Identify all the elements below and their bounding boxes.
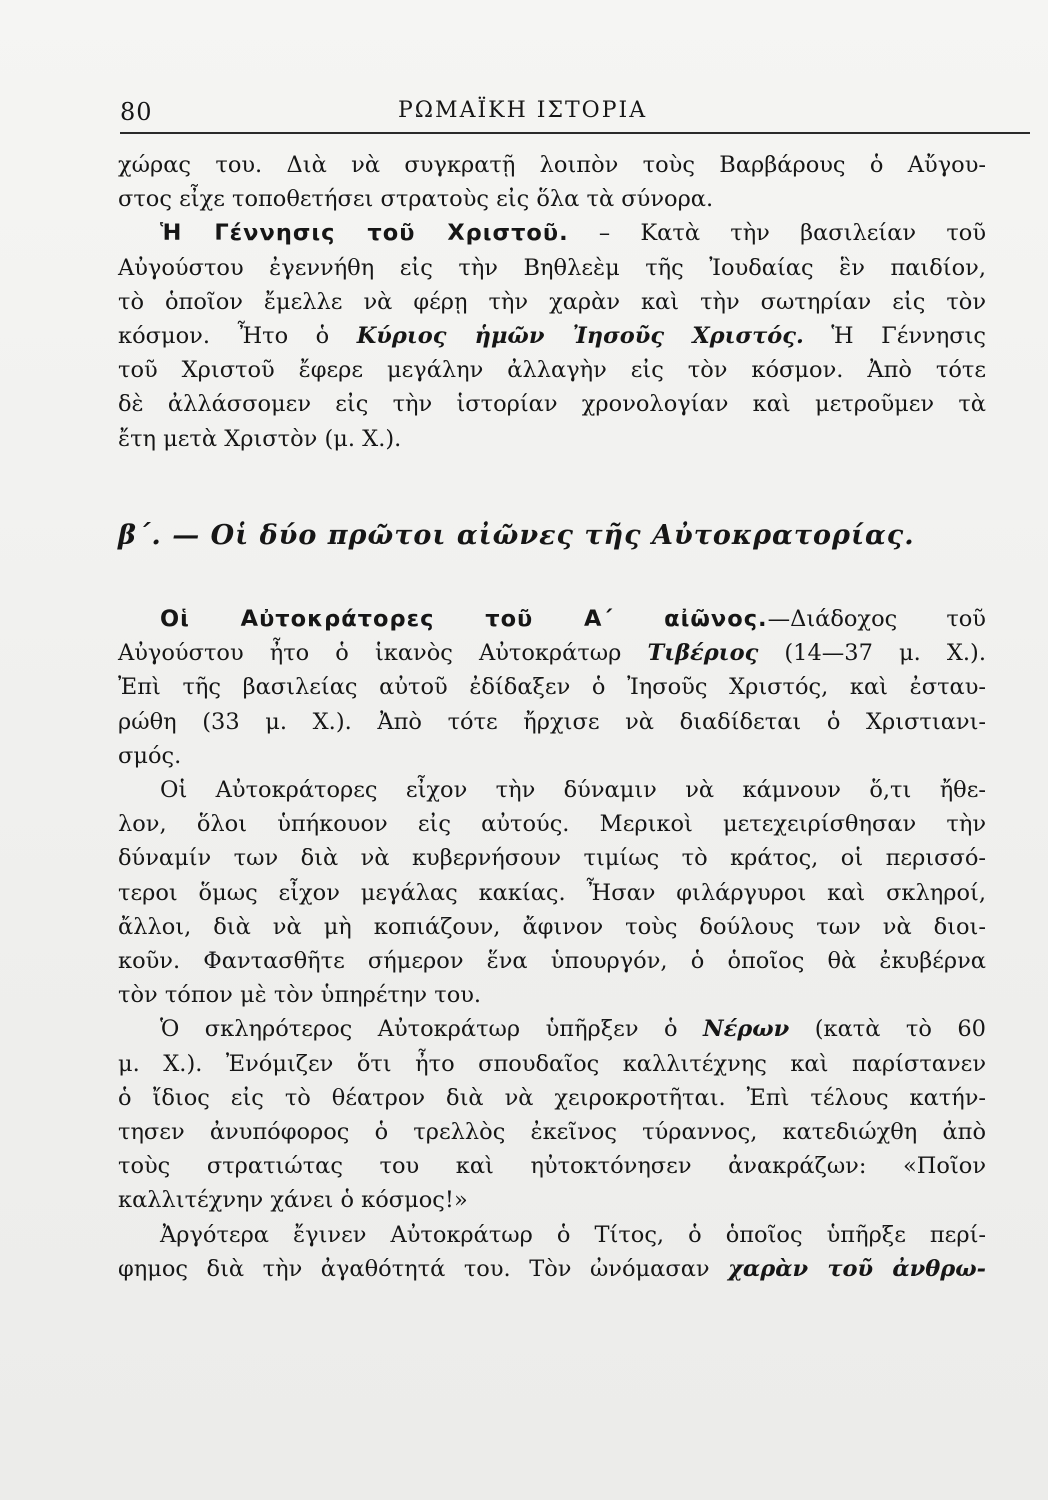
- section-heading: β΄. — Οἱ δύο πρῶτοι αἰῶνες τῆς Αὐτοκρατορίας.: [118, 520, 915, 551]
- rulers-paragraph-line: Οἱ Αὐτοκράτορες εἶχον τὴν δύναμιν νὰ κάμνουν ὅ,τι ἤθε-: [160, 777, 986, 804]
- nero-emphasis: Νέρων: [703, 1016, 790, 1043]
- birth-paragraph-line: κόσμον. Ἦτο ὁ Κύριος ἡμῶν Ἰησοῦς Χριστός. Ἡ Γέννησις: [118, 323, 986, 350]
- rulers-paragraph-line: ἄλλοι, διὰ νὰ μὴ κοπιάζουν, ἄφινον τοὺς δούλους των νὰ διοι-: [118, 913, 986, 940]
- emperors-paragraph-line: ρώθη (33 μ. Χ.). Ἀπὸ τότε ἤρχισε νὰ διαδίδεται ὁ Χριστιανι-: [118, 708, 986, 735]
- nero-paragraph-line: τησεν ἀνυπόφορος ὁ τρελλὸς ἐκεῖνος τύραννος, κατεδιώχθη ἀπὸ: [118, 1119, 986, 1146]
- body-text-part-two: [118, 602, 986, 1286]
- intro-line: στος εἶχε τοποθετήσει στρατοὺς εἰς ὅλα τὰ σύνορα.: [118, 186, 714, 213]
- birth-paragraph-line: δὲ ἀλλάσσομεν εἰς τὴν ἱστορίαν χρονολογίαν καὶ μετροῦμεν τὰ: [118, 391, 986, 418]
- jesus-christ-emphasis: Κύριος ἡμῶν Ἰησοῦς Χριστός.: [356, 323, 804, 350]
- joy-of-mankind-emphasis: χαρὰν τοῦ ἀνθρω-: [728, 1255, 986, 1282]
- nero-paragraph-line: ὁ ἴδιος εἰς τὸ θέατρον διὰ νὰ χειροκροτῆται. Ἐπὶ τέλους κατήν-: [118, 1084, 986, 1111]
- titus-paragraph-line: Ἀργότερα ἔγινεν Αὐτοκράτωρ ὁ Τίτος, ὁ ὁποῖος ὑπῆρξε περί-: [160, 1221, 986, 1248]
- emperors-paragraph-line: Αὐγούστου ἦτο ὁ ἱκανὸς Αὐτοκράτωρ Τιβέριος (14—37 μ. Χ.).: [118, 640, 986, 667]
- nero-paragraph-line: Ὁ σκληρότερος Αὐτοκράτωρ ὑπῆρξεν ὁ Νέρων (κατὰ τὸ 60: [160, 1016, 986, 1043]
- nero-paragraph-line: μ. Χ.). Ἐνόμιζεν ὅτι ἦτο σπουδαῖος καλλιτέχνης καὶ παρίστανεν: [118, 1050, 986, 1077]
- tiberius-emphasis: Τιβέριος: [647, 640, 759, 667]
- rulers-paragraph-line: τὸν τόπον μὲ τὸν ὑπηρέτην του.: [118, 982, 482, 1009]
- intro-line: χώρας του. Διὰ νὰ συγκρατῇ λοιπὸν τοὺς Βαρβάρους ὁ Αὔγου-: [118, 152, 986, 178]
- running-title: ΡΩΜΑΪΚΗ ΙΣΤΟΡΙΑ: [398, 98, 648, 123]
- emperors-paragraph-line: Οἱ Αὐτοκράτορες τοῦ Α΄ αἰῶνος.—Διάδοχος τοῦ: [160, 606, 986, 632]
- header-rule: [120, 132, 1030, 134]
- birth-paragraph-line: Ἡ Γέννησις τοῦ Χριστοῦ. – Κατὰ τὴν βασιλείαν τοῦ: [160, 220, 986, 247]
- birth-paragraph-line: Αὐγούστου ἐγεννήθη εἰς τὴν Βηθλεὲμ τῆς Ἰουδαίας ἓν παιδίον,: [118, 254, 986, 281]
- rulers-paragraph-line: λον, ὅλοι ὑπήκουον εἰς αὐτούς. Μερικοὶ μετεχειρίσθησαν τὴν: [118, 811, 986, 838]
- birth-paragraph-line: τὸ ὁποῖον ἔμελλε νὰ φέρῃ τὴν χαρὰν καὶ τὴν σωτηρίαν εἰς τὸν: [118, 288, 986, 315]
- emperors-paragraph-line: σμός.: [118, 742, 182, 769]
- rulers-paragraph-line: κοῦν. Φαντασθῆτε σήμερον ἕνα ὑπουργόν, ὁ ὁποῖος θὰ ἐκυβέρνα: [118, 948, 986, 975]
- rulers-paragraph-line: δύναμίν των διὰ νὰ κυβερνήσουν τιμίως τὸ κράτος, οἱ περισσό-: [118, 845, 986, 872]
- birth-paragraph-line: τοῦ Χριστοῦ ἔφερε μεγάλην ἀλλαγὴν εἰς τὸν κόσμον. Ἀπὸ τότε: [118, 357, 986, 384]
- titus-paragraph-line: φημος διὰ τὴν ἀγαθότητά του. Τὸν ὠνόμασαν χαρὰν τοῦ ἀνθρω-: [118, 1255, 986, 1282]
- emperors-paragraph-line: Ἐπὶ τῆς βασιλείας αὐτοῦ ἐδίδαξεν ὁ Ἰησοῦς Χριστός, καὶ ἐσταυ-: [118, 674, 986, 701]
- page-number: 80: [120, 98, 153, 126]
- nero-paragraph-line: καλλιτέχνην χάνει ὁ κόσμος!»: [118, 1187, 468, 1214]
- birth-runhead: Ἡ Γέννησις τοῦ Χριστοῦ.: [160, 220, 569, 247]
- body-text-part-one: [118, 148, 986, 456]
- nero-paragraph-line: τοὺς στρατιώτας του καὶ ηὐτοκτόνησεν ἀνακράζων: «Ποῖον: [118, 1153, 986, 1180]
- rulers-paragraph-line: τεροι ὅμως εἶχον μεγάλας κακίας. Ἦσαν φιλάργυροι καὶ σκληροί,: [118, 879, 986, 906]
- emperors-runhead: Οἱ Αὐτοκράτορες τοῦ Α΄ αἰῶνος.: [160, 606, 768, 632]
- birth-paragraph-line: ἔτη μετὰ Χριστὸν (μ. Χ.).: [118, 425, 402, 452]
